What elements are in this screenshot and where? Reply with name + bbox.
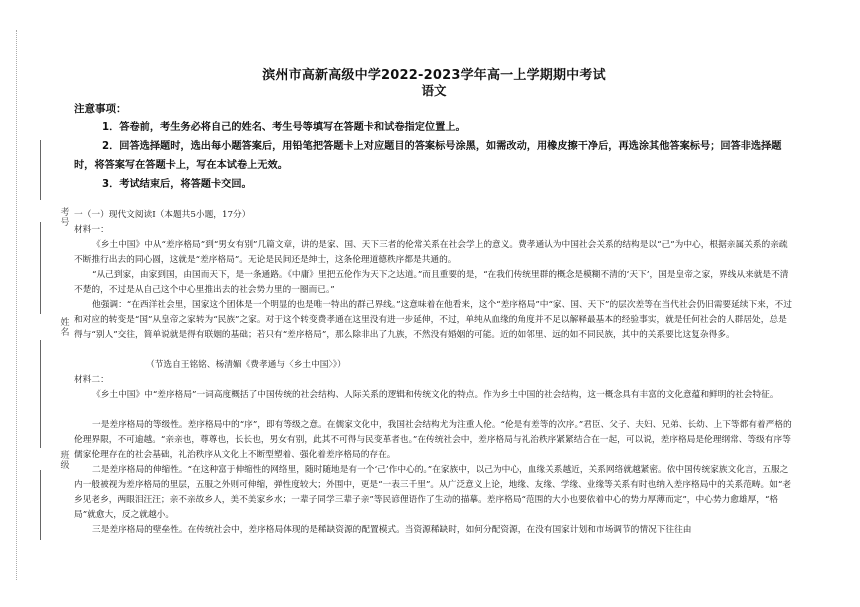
material-label: 材料一： xyxy=(74,225,109,235)
passage-paragraph: 一是差序格局的等级性。差序格局中的“序”，即有等级之意。在儒家文化中，我国社会结构尤为注重人伦。“伦是有差等的次序。”君臣、父子、夫妇、兄弟、长幼、上下等都有着严格的伦理界限，不可逾越。“亲亲也，尊尊也，长长也，男女有别，此其不可得与民变革者也。”在传统社会中，差序格局与礼治秩序紧紧结合在一起，可以说，差序格局是伦理纲常、等级有序等儒家伦理存在的社会基础，礼治秩序从文化上不断型塑着、强化着差序格局的存在。 xyxy=(74,420,792,460)
margin-line xyxy=(40,222,41,314)
passage-paragraph: 二是差序格局的伸缩性。“在这种富于伸缩性的网络里，随时随地是有一个‘己’作中心的。”在家族中，以己为中心，血缘关系越近，关系网络就越紧密。依中国传统家族文化言，五服之内一般被视为差序格局的里层，五服之外则可伸缩，弹性度较大；外围中，更是“一表三千里”。从广泛意义上论，地缘、友缘、学缘、业缘等关系有时也纳入差序格局中的关系范畴。如“老乡见老乡，两眼泪汪汪；亲不亲故乡人，美不美家乡水；一辈子同学三辈子亲”等民谚俚语作了生动的描摹。差序格局“范围的大小也要依着中心的势力厚薄而定”，中心势力愈雄厚，“格局”就愈大，反之就越小。 xyxy=(74,465,792,520)
margin-line xyxy=(40,470,41,540)
passage-paragraph: 《乡土中国》中“差序格局”一词高度概括了中国传统的社会结构、人际关系的逻辑和传统文化的特点。作为乡土中国的社会结构，这一概念具有丰富的文化意蕴和鲜明的社会特征。 xyxy=(92,390,779,400)
notice-heading: 注意事项： xyxy=(74,103,127,115)
page-content xyxy=(74,0,794,607)
notice-item: 3．考试结束后，将答题卡交回。 xyxy=(102,179,252,190)
passage-paragraph: 《乡土中国》中从“差序格局”到“男女有别”几篇文章，讲的是家、国、天下三者的伦常关系在社会学上的意义。费孝通认为中国社会关系的结构是以“己”为中心，根据亲属关系的亲疏不断推行出去的同心圆，这就是“差序格局”。无论是民间还是绅士，这条伦理道德秩序都是共通的。 xyxy=(74,240,788,265)
exam-number-label: 考号 xyxy=(60,208,70,228)
section-heading: 一（一）现代文阅读Ⅰ（本题共5小题，17分） xyxy=(74,210,251,220)
passage-source: （节选自王铭铭、杨清媚《费孝通与〈乡土中国〉》） xyxy=(146,360,346,370)
margin-line xyxy=(40,340,41,448)
passage-paragraph: 三是差序格局的壁垒性。在传统社会中，差序格局体现的是稀缺资源的配置模式。当资源稀缺时，如何分配资源，在没有国家计划和市场调节的情况下往往由 xyxy=(92,525,692,535)
class-label: 班级 xyxy=(60,451,70,471)
notice-item: 2．回答选择题时，选出每小题答案后，用铅笔把答题卡上对应题目的答案标号涂黑，如需改动，用橡皮擦干净后，再选涂其他答案标号；回答非选择题时，将答案写在答题卡上，写在本试卷上无效。 xyxy=(74,141,782,171)
exam-title: 滨州市高新高级中学2022-2023学年高一上学期期中考试 xyxy=(262,68,606,83)
margin-line xyxy=(40,140,41,200)
notice-item: 1．答卷前，考生务必将自己的姓名、考生号等填写在答题卡和试卷指定位置上。 xyxy=(102,122,466,133)
passage-paragraph: 他强调：“在西洋社会里，国家这个团体是一个明显的也是唯一特出的群己界线。”这意味着在他看来，这个“差序格局”中“家、国、天下”的层次差等在当代社会仍旧需要延续下来，不过和对应的转变是“国”从皇帝之家转为“民族”之家。对于这个转变费孝通在这里没有进一步延伸，不过，单纯从血缘的角度并不足以解释最基本的经验事实，就是任何社会的人群居处，总是得与“别人”交往，简单说就是得有联姻的基础；若只有“差序格局”，那么除非出了九族，不然没有婚姻的可能。近的如邻里、远的如不同民族，其中的关系要比这复杂得多。 xyxy=(74,300,792,340)
material-label: 材料二： xyxy=(74,375,109,385)
student-name-label: 姓名 xyxy=(60,318,70,338)
exam-subject: 语文 xyxy=(421,83,447,98)
binding-dotted-line xyxy=(16,30,19,580)
passage-paragraph: “从己到家，由家到国，由国而天下，是一条通路。《中庸》里把五伦作为天下之达道。”而且重要的是，“在我们传统里群的概念是模糊不清的‘天下’，国是皇帝之家，界线从来就是不清不楚的，不过是从自己这个中心里推出去的社会势力里的一圈而已。” xyxy=(74,270,789,295)
binding-margin xyxy=(0,0,72,607)
